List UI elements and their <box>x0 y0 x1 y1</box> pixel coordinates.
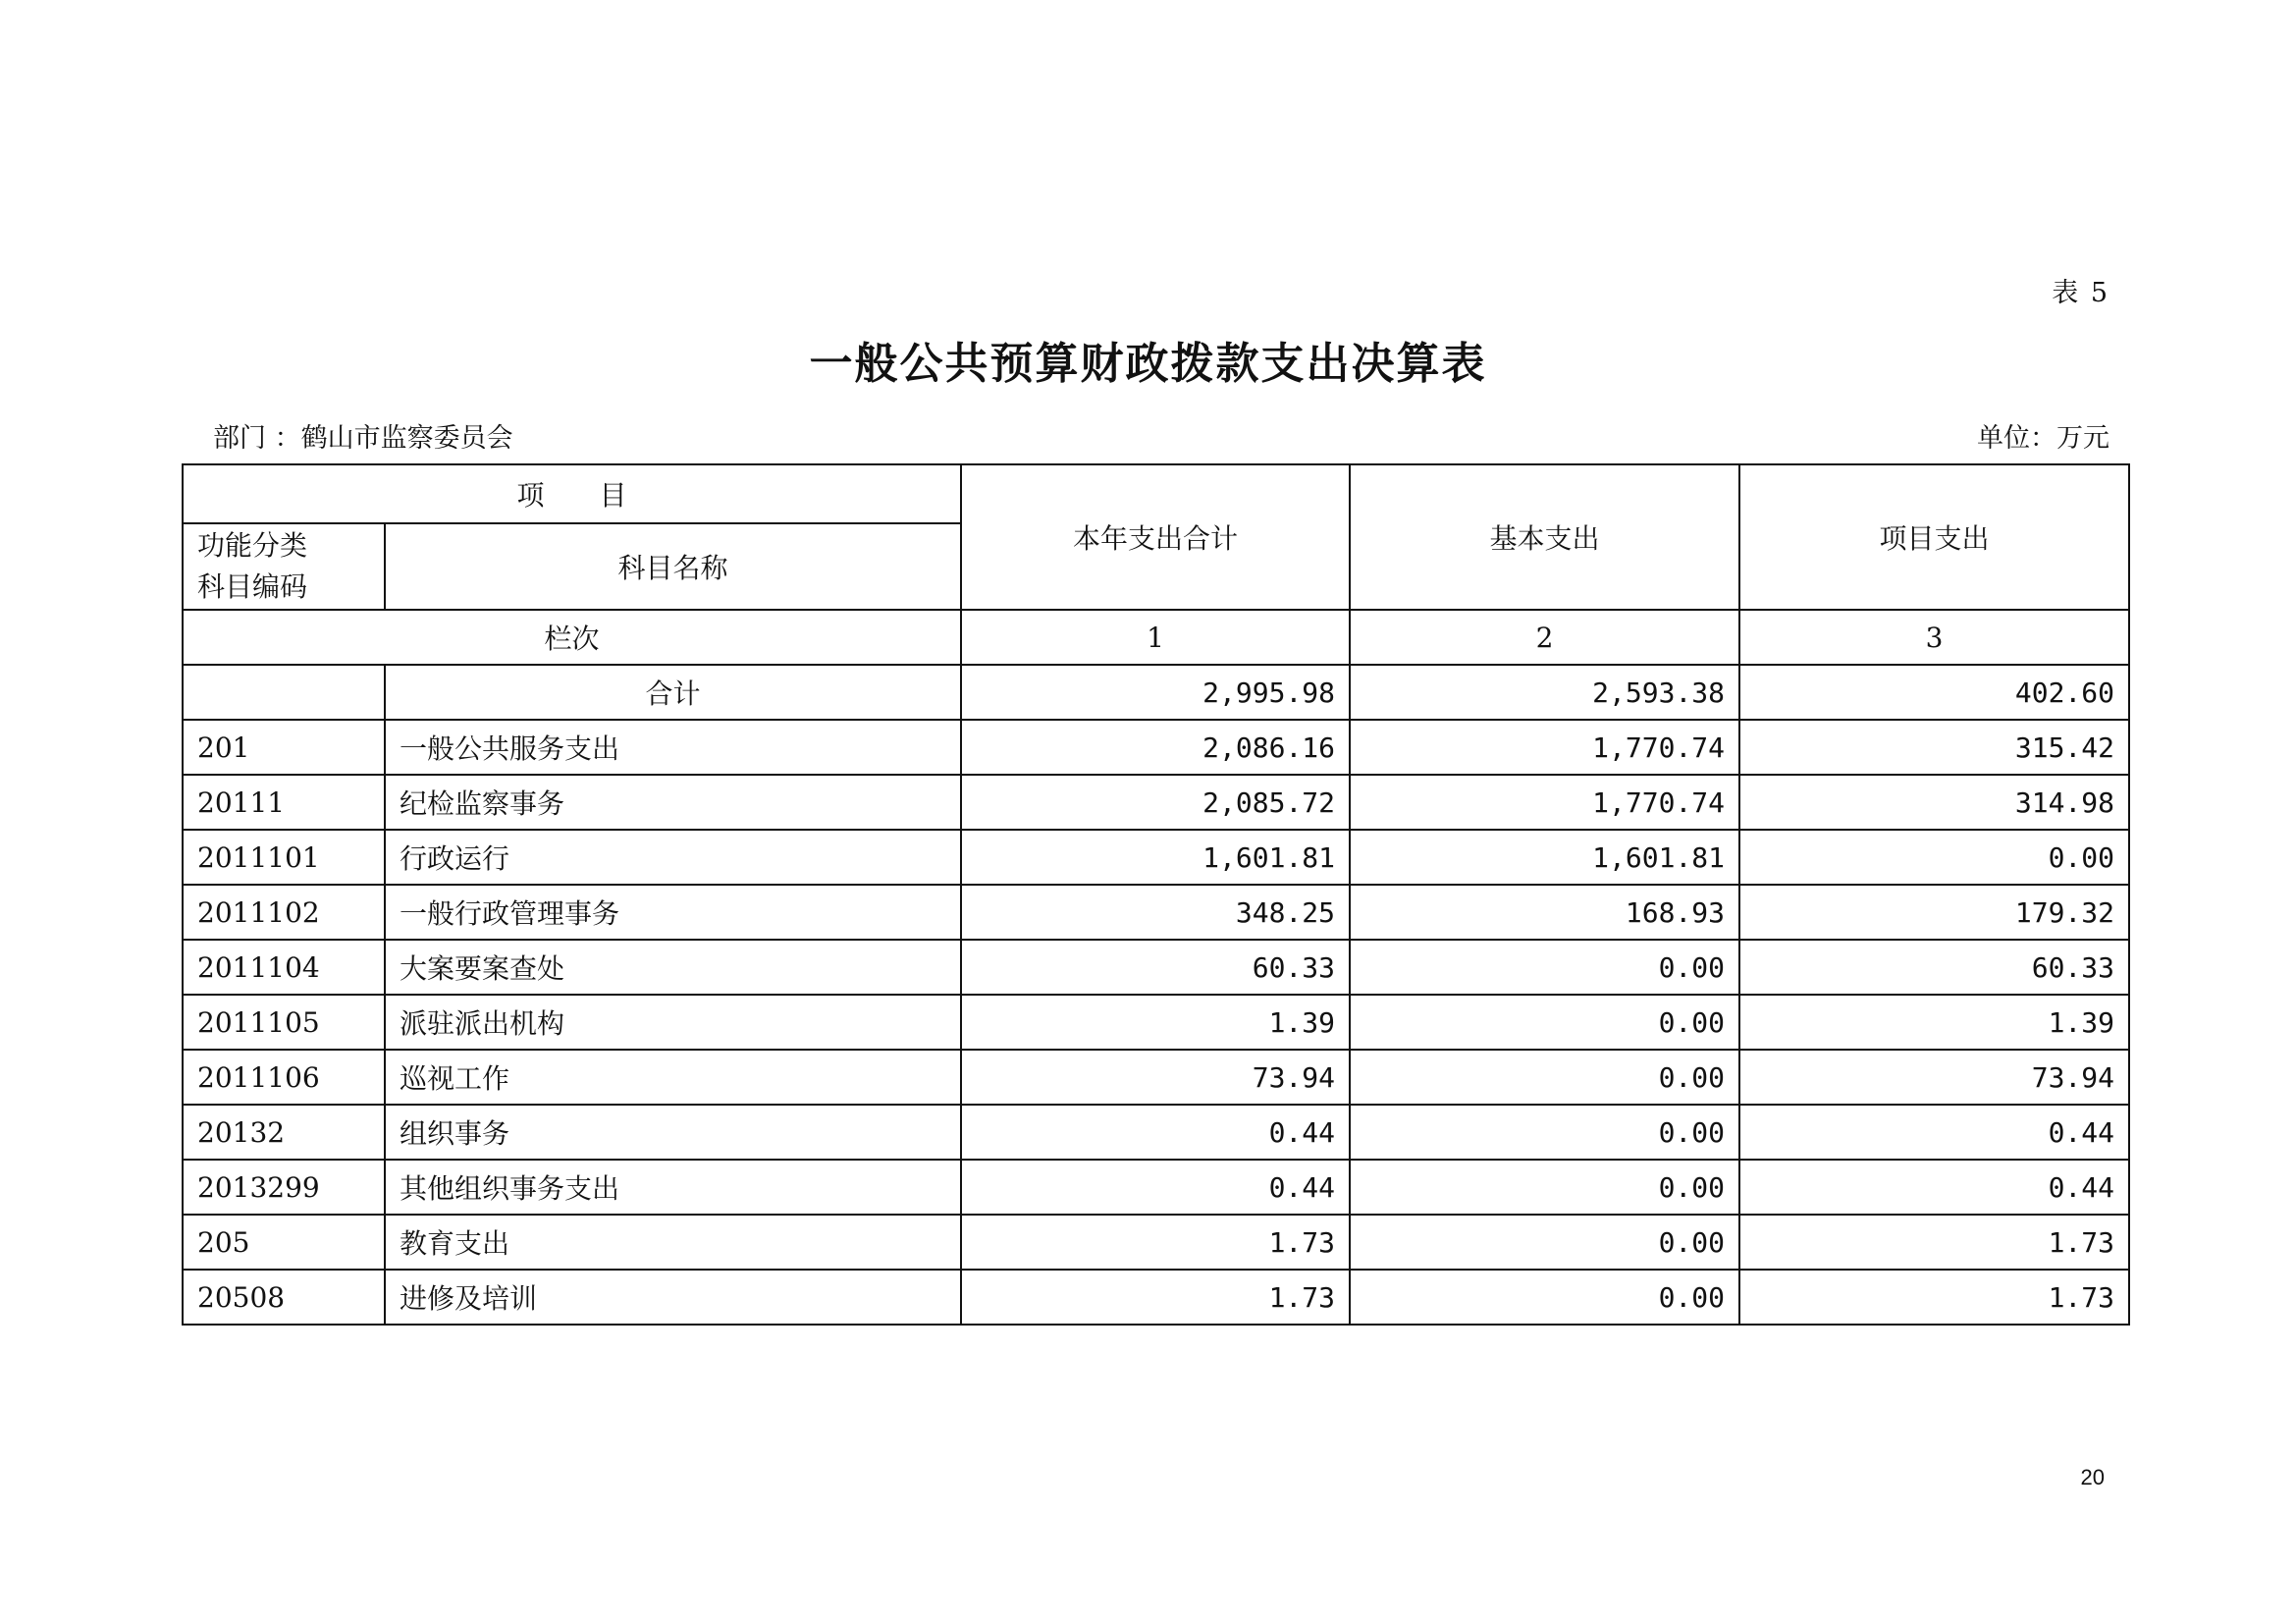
row-code: 2011105 <box>183 995 385 1050</box>
header-subject-name: 科目名称 <box>385 523 961 610</box>
sum-basic: 2,593.38 <box>1350 665 1739 720</box>
row-name: 教育支出 <box>385 1215 961 1270</box>
row-project: 0.44 <box>1739 1105 2129 1160</box>
row-total: 1.73 <box>961 1270 1350 1325</box>
sum-total: 2,995.98 <box>961 665 1350 720</box>
unit-label: 单位：万元 <box>1977 423 2109 454</box>
row-code: 2011104 <box>183 940 385 995</box>
row-project: 315.42 <box>1739 720 2129 775</box>
row-total: 1.73 <box>961 1215 1350 1270</box>
page-title: 一般公共预算财政拨款支出决算表 <box>809 339 1487 389</box>
row-name: 进修及培训 <box>385 1270 961 1325</box>
sum-label: 合计 <box>385 665 961 720</box>
row-basic: 0.00 <box>1350 1160 1739 1215</box>
row-code: 2013299 <box>183 1160 385 1215</box>
row-project: 0.00 <box>1739 830 2129 885</box>
row-total: 60.33 <box>961 940 1350 995</box>
meta-row <box>213 416 2109 452</box>
table-row <box>183 940 2129 995</box>
row-project: 1.73 <box>1739 1270 2129 1325</box>
row-code: 20111 <box>183 775 385 830</box>
table-row <box>183 1050 2129 1105</box>
row-name: 一般公共服务支出 <box>385 720 961 775</box>
header-total: 本年支出合计 <box>961 464 1350 610</box>
row-project: 1.73 <box>1739 1215 2129 1270</box>
row-project: 0.44 <box>1739 1160 2129 1215</box>
table-row <box>183 1215 2129 1270</box>
table-row <box>183 775 2129 830</box>
row-basic: 1,601.81 <box>1350 830 1739 885</box>
row-total: 2,085.72 <box>961 775 1350 830</box>
header-row-1 <box>183 464 2129 523</box>
row-code: 205 <box>183 1215 385 1270</box>
row-project: 179.32 <box>1739 885 2129 940</box>
header-project: 项 目 <box>183 464 961 523</box>
table-number: 表 5 <box>2052 278 2109 308</box>
row-total: 73.94 <box>961 1050 1350 1105</box>
row-total: 1.39 <box>961 995 1350 1050</box>
sum-row <box>183 665 2129 720</box>
department-label: 部门 ：鹤山市监察委员会 <box>213 423 513 454</box>
row-basic: 0.00 <box>1350 1270 1739 1325</box>
row-total: 348.25 <box>961 885 1350 940</box>
sum-code <box>183 665 385 720</box>
table-row <box>183 720 2129 775</box>
row-code: 2011102 <box>183 885 385 940</box>
row-basic: 168.93 <box>1350 885 1739 940</box>
row-project: 1.39 <box>1739 995 2129 1050</box>
column-label: 栏次 <box>183 610 961 665</box>
table-row <box>183 1105 2129 1160</box>
row-name: 巡视工作 <box>385 1050 961 1105</box>
table-row <box>183 1160 2129 1215</box>
row-code: 20508 <box>183 1270 385 1325</box>
table-row <box>183 830 2129 885</box>
page-number: 20 <box>2080 1465 2105 1489</box>
row-name: 行政运行 <box>385 830 961 885</box>
column-index-2: 2 <box>1350 610 1739 665</box>
row-basic: 0.00 <box>1350 1215 1739 1270</box>
row-project: 314.98 <box>1739 775 2129 830</box>
row-total: 1,601.81 <box>961 830 1350 885</box>
row-basic: 0.00 <box>1350 995 1739 1050</box>
column-index-row <box>183 610 2129 665</box>
row-total: 0.44 <box>961 1105 1350 1160</box>
row-name: 一般行政管理事务 <box>385 885 961 940</box>
row-project: 60.33 <box>1739 940 2129 995</box>
row-project: 73.94 <box>1739 1050 2129 1105</box>
row-basic: 1,770.74 <box>1350 775 1739 830</box>
column-index-3: 3 <box>1739 610 2129 665</box>
table-row <box>183 885 2129 940</box>
row-total: 2,086.16 <box>961 720 1350 775</box>
row-basic: 0.00 <box>1350 1105 1739 1160</box>
row-basic: 0.00 <box>1350 1050 1739 1105</box>
header-project-expense: 项目支出 <box>1739 464 2129 610</box>
row-code: 201 <box>183 720 385 775</box>
row-code: 20132 <box>183 1105 385 1160</box>
header-basic: 基本支出 <box>1350 464 1739 610</box>
budget-table <box>182 463 2130 1326</box>
column-index-1: 1 <box>961 610 1350 665</box>
row-basic: 0.00 <box>1350 940 1739 995</box>
table-row <box>183 1270 2129 1325</box>
header-func-code: 功能分类 科目编码 <box>183 523 385 610</box>
row-code: 2011101 <box>183 830 385 885</box>
row-name: 大案要案查处 <box>385 940 961 995</box>
row-basic: 1,770.74 <box>1350 720 1739 775</box>
row-code: 2011106 <box>183 1050 385 1105</box>
row-name: 组织事务 <box>385 1105 961 1160</box>
row-name: 派驻派出机构 <box>385 995 961 1050</box>
row-name: 其他组织事务支出 <box>385 1160 961 1215</box>
sum-project: 402.60 <box>1739 665 2129 720</box>
row-total: 0.44 <box>961 1160 1350 1215</box>
table-row <box>183 995 2129 1050</box>
row-name: 纪检监察事务 <box>385 775 961 830</box>
